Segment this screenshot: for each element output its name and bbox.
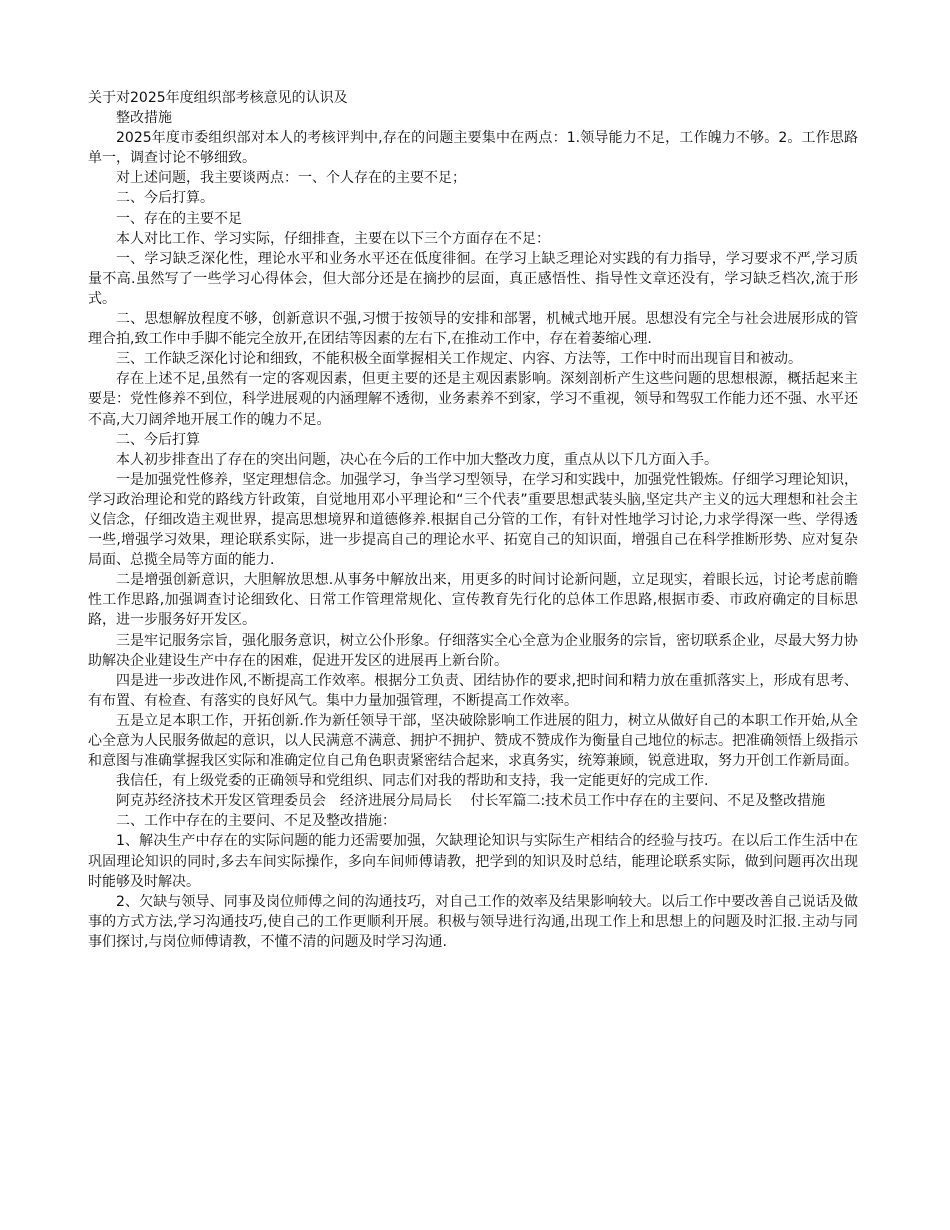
paragraph: 二、工作中存在的主要问、不足及整改措施： bbox=[116, 813, 396, 830]
paragraph: 我信任，有上级党委的正确领导和党组织、同志们对我的帮助和支持，我一定能更好的完成工作. bbox=[116, 773, 709, 790]
paragraph: 整改措施 bbox=[116, 110, 172, 127]
paragraph: 2、欠缺与领导、同事及岗位师傅之间的沟通技巧，对自己工作的效率及结果影响较大。以后工作中要改善自己说话及做事的方式方法,学习沟通技巧,使自己的工作更顺利开展。积极与领导进行沟通,出现工作上和思想上的问题及时汇报.主动与同事们探讨,与岗位师傅请教，不懂不清的问题及时学习沟通. bbox=[88, 893, 858, 950]
paragraph: 五是立足本职工作，开拓创新.作为新任领导干部，坚决破除影响工作进展的阻力，树立从做好自己的本职工作开始,从全心全意为人民服务做起的意识，以人民满意不满意、拥护不拥护、赞成不赞成作为衡量自己地位的标志。把准确领悟上级指示和意图与准确掌握我区实际和准确定位自己角色职责紧密结合起来，求真务实，统筹兼顾，锐意进取，努力开创工作新局面。 bbox=[88, 712, 858, 770]
paragraph: 一是加强党性修养，坚定理想信念。加强学习，争当学习型领导，在学习和实践中，加强党性锻炼。仔细学习理论知识，学习政治理论和党的路线方针政策，自觉地用邓小平理论和“三个代表”重要思想武装头脑,坚定共产主义的远大理想和社会主义信念，仔细改造主观世界，提高思想境界和道德修养.根据自己分管的工作，有针对性地学习讨论,力求学得深一些、学得透一些,增强学习效果，理论联系实际，进一步提高自己的理论水平、拓宽自己的知识面，增强自己在科学推断形势、应对复杂局面、总揽全局等方面的能力. bbox=[88, 471, 858, 569]
paragraph: 二、今后打算。 bbox=[116, 190, 214, 207]
paragraph: 对上述问题，我主要谈两点：一、个人存在的主要不足； bbox=[116, 170, 466, 187]
paragraph: 本人对比工作、学习实际，仔细排查，主要在以下三个方面存在不足： bbox=[116, 230, 550, 247]
document-body bbox=[88, 88, 858, 952]
document-title: 关于对2025年度组织部考核意见的认识及 bbox=[88, 90, 348, 106]
paragraph: 存在上述不足,虽然有一定的客观因素，但更主要的还是主观因素影响。深刻剖析产生这些问题的思想根源，概括起来主要是：党性修养不到位，科学进展观的内涵理解不透彻，业务素养不到家，学习不重视，领导和驾驭工作能力还不强、水平还不高,大刀阔斧地开展工作的魄力不足。 bbox=[88, 371, 858, 428]
paragraph: 三是牢记服务宗旨，强化服务意识，树立公仆形象。仔细落实全心全意为企业服务的宗旨，密切联系企业，尽最大努力协助解决企业建设生产中存在的困难，促进开发区的进展再上新台阶。 bbox=[88, 632, 858, 669]
paragraph: 1、解决生产中存在的实际问题的能力还需要加强，欠缺理论知识与实际生产相结合的经验与技巧。在以后工作生活中在巩固理论知识的同时,多去车间实际操作，多向车间师傅请教，把学到的知识及时总结，能理论联系实际，做到问题再次出现时能够及时解决。 bbox=[88, 833, 858, 890]
paragraph: 四是进一步改进作风,不断提高工作效率。根据分工负责、团结协作的要求,把时间和精力放在重抓落实上，形成有思考、有布置、有检查、有落实的良好风气。集中力量加强管理，不断提高工作效率。 bbox=[88, 672, 858, 709]
paragraph: 2025年度市委组织部对本人的考核评判中,存在的问题主要集中在两点：1.领导能力不足，工作魄力不够。2。工作思路单一，调查讨论不够细致。 bbox=[88, 130, 858, 167]
paragraph: 三、工作缺乏深化讨论和细致，不能积极全面掌握相关工作规定、内容、方法等，工作中时而出现盲目和被动。 bbox=[116, 351, 802, 368]
paragraph: 本人初步排查出了存在的突出问题，决心在今后的工作中加大整改力度，重点从以下几方面入手。 bbox=[116, 451, 718, 468]
paragraph: 二、今后打算 bbox=[116, 431, 200, 448]
paragraph: 一、存在的主要不足 bbox=[116, 210, 242, 227]
paragraph: 阿克苏经济技术开发区管理委员会 经济进展分局局长 付长军篇二:技术员工作中存在的主要问、不足及整改措施 bbox=[116, 793, 826, 810]
paragraph: 二是增强创新意识，大胆解放思想.从事务中解放出来，用更多的时间讨论新问题，立足现实，着眼长远，讨论考虑前瞻性工作思路,加强调查讨论细致化、日常工作管理常规化、宣传教育先行化的总体工作思路,根据市委、市政府确定的目标思路，进一步服务好开发区。 bbox=[88, 572, 858, 629]
paragraph: 二、思想解放程度不够，创新意识不强,习惯于按领导的安排和部署，机械式地开展。思想没有完全与社会进展形成的管理合拍,致工作中手脚不能完全放开,在团结等因素的左右下,在推动工作中，存在着萎缩心理. bbox=[88, 311, 858, 348]
paragraph: 一、学习缺乏深化性，理论水平和业务水平还在低度徘徊。在学习上缺乏理论对实践的有力指导，学习要求不严,学习质量不高.虽然写了一些学习心得体会，但大部分还是在摘抄的层面，真正感悟性、指导性文章还没有，学习缺乏档次,流于形式。 bbox=[88, 250, 858, 307]
